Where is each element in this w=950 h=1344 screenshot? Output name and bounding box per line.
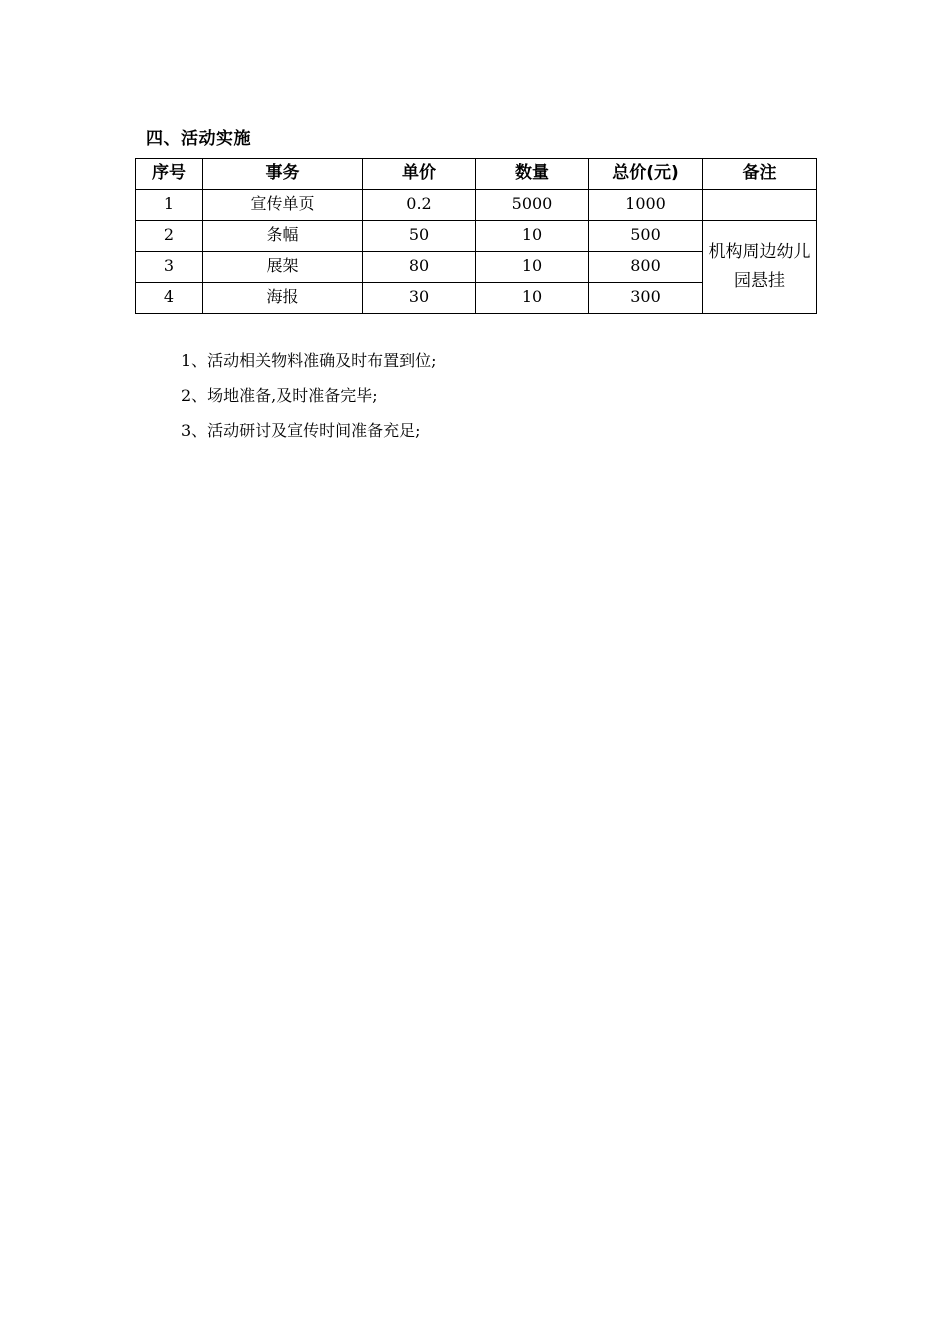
- cell-no: 3: [136, 252, 203, 283]
- header-price: 单价: [363, 159, 476, 190]
- cell-total: 500: [589, 221, 703, 252]
- implementation-notes: [181, 343, 437, 448]
- cell-price: 80: [363, 252, 476, 283]
- cell-total: 1000: [589, 190, 703, 221]
- cell-qty: 10: [476, 221, 589, 252]
- cell-no: 4: [136, 283, 203, 314]
- note-item: 3、活动研讨及宣传时间准备充足;: [181, 421, 421, 440]
- cell-qty: 10: [476, 283, 589, 314]
- table-row: [136, 221, 817, 252]
- cell-total: 800: [589, 252, 703, 283]
- header-item: 事务: [203, 159, 363, 190]
- cell-price: 0.2: [363, 190, 476, 221]
- cell-item: 条幅: [203, 221, 363, 252]
- note-item: 1、活动相关物料准确及时布置到位;: [181, 351, 437, 370]
- cell-qty: 10: [476, 252, 589, 283]
- cell-no: 1: [136, 190, 203, 221]
- cell-item: 宣传单页: [203, 190, 363, 221]
- cell-item: 展架: [203, 252, 363, 283]
- header-note: 备注: [703, 159, 817, 190]
- header-total: 总价(元): [589, 159, 703, 190]
- cell-merged-note: 机构周边幼儿园悬挂: [703, 221, 817, 314]
- cell-price: 30: [363, 283, 476, 314]
- activity-budget-table: [135, 158, 817, 314]
- note-item: 2、场地准备,及时准备完毕;: [181, 386, 378, 405]
- table-header-row: [136, 159, 817, 190]
- header-no: 序号: [136, 159, 203, 190]
- cell-price: 50: [363, 221, 476, 252]
- cell-item: 海报: [203, 283, 363, 314]
- cell-no: 2: [136, 221, 203, 252]
- section-title: 四、活动实施: [146, 129, 251, 149]
- cell-qty: 5000: [476, 190, 589, 221]
- table-row: [136, 190, 817, 221]
- cell-total: 300: [589, 283, 703, 314]
- header-qty: 数量: [476, 159, 589, 190]
- cell-note: [703, 190, 817, 221]
